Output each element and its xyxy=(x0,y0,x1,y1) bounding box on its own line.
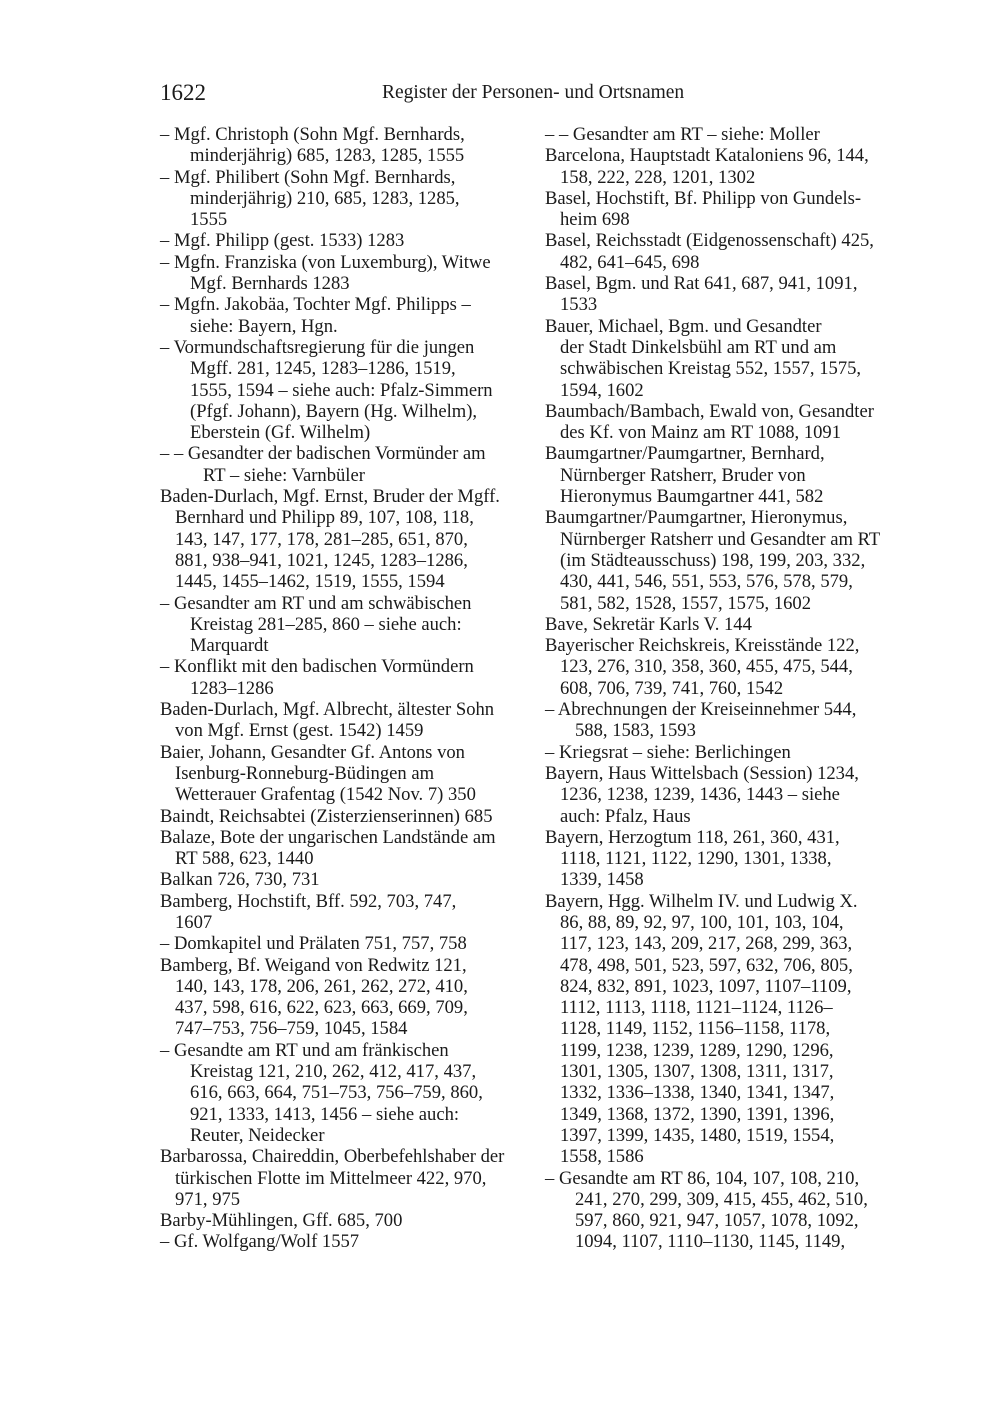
index-entry-continuation: 1094, 1107, 1110–1130, 1145, 1149, xyxy=(575,1231,846,1253)
index-entry-continuation: 1128, 1149, 1152, 1156–1158, 1178, xyxy=(560,1018,831,1040)
index-entry-continuation: 140, 143, 178, 206, 261, 262, 272, 410, xyxy=(175,975,468,997)
index-entry-continuation: 921, 1333, 1413, 1456 – siehe auch: xyxy=(190,1103,460,1125)
index-entry-continuation: 1533 xyxy=(560,294,598,316)
index-entry xyxy=(160,656,532,699)
index-entry-continuation: Eberstein (Gf. Wilhelm) xyxy=(190,422,371,444)
index-entry-heading: – Konflikt mit den badischen Vormündern xyxy=(160,656,474,678)
index-entry xyxy=(545,827,925,891)
index-entry-heading: Bauer, Michael, Bgm. und Gesandter xyxy=(545,315,822,337)
index-entry-continuation: von Mgf. Ernst (gest. 1542) 1459 xyxy=(175,720,424,742)
index-entry-heading: Baumbach/Bambach, Ewald von, Gesandter xyxy=(545,400,874,422)
index-entry-continuation: schwäbischen Kreistag 552, 1557, 1575, xyxy=(560,358,862,380)
index-entry-continuation: Mgf. Bernhards 1283 xyxy=(190,273,350,295)
index-entry xyxy=(545,401,925,444)
index-entry-continuation: 117, 123, 143, 209, 217, 268, 299, 363, xyxy=(560,933,853,955)
index-entry xyxy=(545,635,925,699)
index-entry-continuation: Bernhard und Philipp 89, 107, 108, 118, xyxy=(175,507,474,529)
index-entry-continuation: 1118, 1121, 1122, 1290, 1301, 1338, xyxy=(560,848,832,870)
index-entry-continuation: 1301, 1305, 1307, 1308, 1311, 1317, xyxy=(560,1061,834,1083)
index-entry-continuation: 616, 663, 664, 751–753, 756–759, 860, xyxy=(190,1082,483,1104)
index-entry-continuation: Hieronymus Baumgartner 441, 582 xyxy=(560,486,824,508)
index-entry xyxy=(160,124,532,167)
index-entry-continuation: 1558, 1586 xyxy=(560,1146,644,1168)
index-entry-continuation: auch: Pfalz, Haus xyxy=(560,805,691,827)
index-entry-continuation: des Kf. von Mainz am RT 1088, 1091 xyxy=(560,422,842,444)
index-entry xyxy=(160,1146,532,1210)
index-entry xyxy=(160,337,532,443)
index-entry-heading: Basel, Hochstift, Bf. Philipp von Gundels- xyxy=(545,187,862,209)
index-entry xyxy=(545,507,925,613)
index-entry xyxy=(545,763,925,827)
index-entry-heading: Balaze, Bote der ungarischen Landstände am xyxy=(160,826,496,848)
index-entry-continuation: Nürnberger Ratsherr, Bruder von xyxy=(560,464,806,486)
page-header xyxy=(160,80,860,110)
index-entry-heading: Bayern, Herzogtum 118, 261, 360, 431, xyxy=(545,826,840,848)
index-entry-continuation: minderjährig) 210, 685, 1283, 1285, xyxy=(190,187,460,209)
index-entry-continuation: 241, 270, 299, 309, 415, 455, 462, 510, xyxy=(575,1188,868,1210)
page-number: 1622 xyxy=(160,80,206,105)
index-entry-heading: Baden-Durlach, Mgf. Albrecht, ältester Sohn xyxy=(160,699,495,721)
index-entry-continuation: 1555, 1594 – siehe auch: Pfalz-Simmern xyxy=(190,379,493,401)
index-entry-continuation: 971, 975 xyxy=(175,1188,241,1210)
index-entry-continuation: 1339, 1458 xyxy=(560,869,644,891)
index-entry-heading: Bayern, Hgg. Wilhelm IV. und Ludwig X. xyxy=(545,890,858,912)
index-entry-continuation: 158, 222, 228, 1201, 1302 xyxy=(560,166,756,188)
index-entry-heading: Bave, Sekretär Karls V. 144 xyxy=(545,613,752,635)
index-entry xyxy=(545,699,925,742)
index-entry-heading: Bamberg, Bf. Weigand von Redwitz 121, xyxy=(160,954,467,976)
index-entry xyxy=(160,230,532,251)
index-entry-heading: – Gf. Wolfgang/Wolf 1557 xyxy=(160,1231,360,1253)
index-entry xyxy=(545,230,925,273)
index-entry-continuation: 597, 860, 921, 947, 1057, 1078, 1092, xyxy=(575,1210,859,1232)
index-entry-continuation: 1332, 1336–1338, 1340, 1341, 1347, xyxy=(560,1082,835,1104)
index-entry xyxy=(160,891,532,934)
index-entry-heading: – Vormundschaftsregierung für die jungen xyxy=(160,336,475,358)
index-entry-heading: – Mgfn. Jakobäa, Tochter Mgf. Philipps – xyxy=(160,294,471,316)
index-entry-continuation: minderjährig) 685, 1283, 1285, 1555 xyxy=(190,145,465,167)
index-entry xyxy=(160,827,532,870)
index-entry-continuation: türkischen Flotte im Mittelmeer 422, 970, xyxy=(175,1167,487,1189)
index-entry xyxy=(160,869,532,890)
index-entry-heading: Bayerischer Reichskreis, Kreisstände 122, xyxy=(545,635,860,657)
index-entry xyxy=(160,955,532,1040)
index-entry-heading: Baier, Johann, Gesandter Gf. Antons von xyxy=(160,741,465,763)
index-entry-continuation: 1445, 1455–1462, 1519, 1555, 1594 xyxy=(175,571,445,593)
index-entry-heading: Barby-Mühlingen, Gff. 685, 700 xyxy=(160,1210,403,1232)
index-entry-heading: – Mgfn. Franziska (von Luxemburg), Witwe xyxy=(160,251,491,273)
index-entry-heading: Barcelona, Hauptstadt Kataloniens 96, 144, xyxy=(545,145,869,167)
index-entry xyxy=(160,933,532,954)
index-entry-continuation: Nürnberger Ratsherr und Gesandter am RT xyxy=(560,528,881,550)
index-entry-continuation: 123, 276, 310, 358, 360, 455, 475, 544, xyxy=(560,656,853,678)
index-entry-continuation: 1236, 1238, 1239, 1436, 1443 – siehe xyxy=(560,784,840,806)
running-title: Register der Personen- und Ortsnamen xyxy=(382,82,685,103)
index-entry xyxy=(545,614,925,635)
index-entry-continuation: Wetterauer Grafentag (1542 Nov. 7) 350 xyxy=(175,784,476,806)
index-entry xyxy=(545,316,925,401)
index-column-left xyxy=(160,124,532,1253)
index-entry xyxy=(545,188,925,231)
index-entry xyxy=(545,273,925,316)
index-entry-heading: – Kriegsrat – siehe: Berlichingen xyxy=(545,741,791,763)
index-entry xyxy=(160,742,532,806)
index-entry-continuation: Isenburg-Ronneburg-Büdingen am xyxy=(175,762,435,784)
index-entry-continuation: 881, 938–941, 1021, 1245, 1283–1286, xyxy=(175,549,468,571)
index-entry-continuation: 478, 498, 501, 523, 597, 632, 706, 805, xyxy=(560,954,853,976)
index-entry-continuation: (im Städteausschuss) 198, 199, 203, 332, xyxy=(560,549,866,571)
index-entry-continuation: 1594, 1602 xyxy=(560,379,644,401)
index-entry-continuation: Reuter, Neidecker xyxy=(190,1124,325,1146)
index-entry-heading: – Gesandter am RT und am schwäbischen xyxy=(160,592,472,614)
index-entry-continuation: 86, 88, 89, 92, 97, 100, 101, 103, 104, xyxy=(560,911,844,933)
index-entry xyxy=(545,1168,925,1253)
index-column-right xyxy=(545,124,925,1253)
index-entry-heading: Baumgartner/Paumgartner, Bernhard, xyxy=(545,443,825,465)
index-entry-continuation: 1283–1286 xyxy=(190,677,274,699)
index-entry xyxy=(160,486,532,592)
index-entry-continuation: der Stadt Dinkelsbühl am RT und am xyxy=(560,336,837,358)
index-entry xyxy=(545,891,925,1168)
index-entry xyxy=(160,252,532,295)
index-entry-continuation: 430, 441, 546, 551, 553, 576, 578, 579, xyxy=(560,571,853,593)
index-entry-heading: – Gesandte am RT 86, 104, 107, 108, 210, xyxy=(545,1167,860,1189)
index-entry-continuation: heim 698 xyxy=(560,209,630,231)
index-entry-continuation: Kreistag 121, 210, 262, 412, 417, 437, xyxy=(190,1061,477,1083)
index-entry-heading: Baden-Durlach, Mgf. Ernst, Bruder der Mgff. xyxy=(160,486,500,508)
index-entry-heading: – Mgf. Christoph (Sohn Mgf. Bernhards, xyxy=(160,124,465,145)
index-entry-continuation: 608, 706, 739, 741, 760, 1542 xyxy=(560,677,784,699)
index-entry-continuation: 482, 641–645, 698 xyxy=(560,251,700,273)
index-entry-heading: Baumgartner/Paumgartner, Hieronymus, xyxy=(545,507,848,529)
index-entry-heading: – – Gesandter der badischen Vormünder am xyxy=(160,443,486,465)
index-entry-continuation: 143, 147, 177, 178, 281–285, 651, 870, xyxy=(175,528,468,550)
index-entry-heading: Basel, Bgm. und Rat 641, 687, 941, 1091, xyxy=(545,273,858,295)
index-entry-continuation: 1607 xyxy=(175,911,213,933)
index-entry xyxy=(545,145,925,188)
index-entry-continuation: 1349, 1368, 1372, 1390, 1391, 1396, xyxy=(560,1103,835,1125)
index-entry-continuation: 1112, 1113, 1118, 1121–1124, 1126– xyxy=(560,997,833,1019)
index-entry-heading: – Gesandte am RT und am fränkischen xyxy=(160,1039,449,1061)
index-entry-heading: Baindt, Reichsabtei (Zisterzienserinnen) 685 xyxy=(160,805,493,827)
index-entry-continuation: 588, 1583, 1593 xyxy=(575,720,696,742)
index-entry-heading: Balkan 726, 730, 731 xyxy=(160,869,320,891)
index-entry-heading: – Abrechnungen der Kreiseinnehmer 544, xyxy=(545,699,857,721)
index-entry-continuation: Marquardt xyxy=(190,635,269,657)
index-entry-continuation: 824, 832, 891, 1023, 1097, 1107–1109, xyxy=(560,975,852,997)
index-entry xyxy=(160,593,532,657)
index-entry-heading: Barbarossa, Chaireddin, Oberbefehlshaber der xyxy=(160,1146,505,1168)
index-entry-heading: – Mgf. Philibert (Sohn Mgf. Bernhards, xyxy=(160,166,456,188)
index-entry-continuation: Kreistag 281–285, 860 – siehe auch: xyxy=(190,613,462,635)
index-entry-continuation: RT 588, 623, 1440 xyxy=(175,848,314,870)
index-entry-heading: – Domkapitel und Prälaten 751, 757, 758 xyxy=(160,933,467,955)
index-entry xyxy=(160,443,532,486)
index-entry-heading: Bayern, Haus Wittelsbach (Session) 1234, xyxy=(545,762,859,784)
index-entry xyxy=(160,1040,532,1146)
index-entry xyxy=(160,1210,532,1231)
index-entry-continuation: Mgff. 281, 1245, 1283–1286, 1519, xyxy=(190,358,456,380)
index-entry-continuation: RT – siehe: Varnbüler xyxy=(203,464,365,486)
index-entry-continuation: 1555 xyxy=(190,209,228,231)
index-entry xyxy=(545,742,925,763)
index-entry-continuation: 1397, 1399, 1435, 1480, 1519, 1554, xyxy=(560,1124,835,1146)
index-entry xyxy=(545,443,925,507)
index-entry xyxy=(545,124,925,145)
index-entry xyxy=(160,294,532,337)
index-entry-continuation: (Pfgf. Johann), Bayern (Hg. Wilhelm), xyxy=(190,400,478,422)
index-entry-heading: Basel, Reichsstadt (Eidgenossenschaft) 425, xyxy=(545,230,874,252)
index-entry xyxy=(160,1231,532,1252)
index-entry-continuation: siehe: Bayern, Hgn. xyxy=(190,315,338,337)
index-entry xyxy=(160,167,532,231)
index-entry-continuation: 1199, 1238, 1239, 1289, 1290, 1296, xyxy=(560,1039,834,1061)
index-entry-heading: – Mgf. Philipp (gest. 1533) 1283 xyxy=(160,230,405,252)
index-entry xyxy=(160,806,532,827)
index-entry-continuation: 437, 598, 616, 622, 623, 663, 669, 709, xyxy=(175,997,468,1019)
index-entry xyxy=(160,699,532,742)
index-entry-heading: – – Gesandter am RT – siehe: Moller xyxy=(545,124,820,145)
index-entry-continuation: 581, 582, 1528, 1557, 1575, 1602 xyxy=(560,592,812,614)
index-entry-heading: Bamberg, Hochstift, Bff. 592, 703, 747, xyxy=(160,890,457,912)
index-entry-continuation: 747–753, 756–759, 1045, 1584 xyxy=(175,1018,408,1040)
